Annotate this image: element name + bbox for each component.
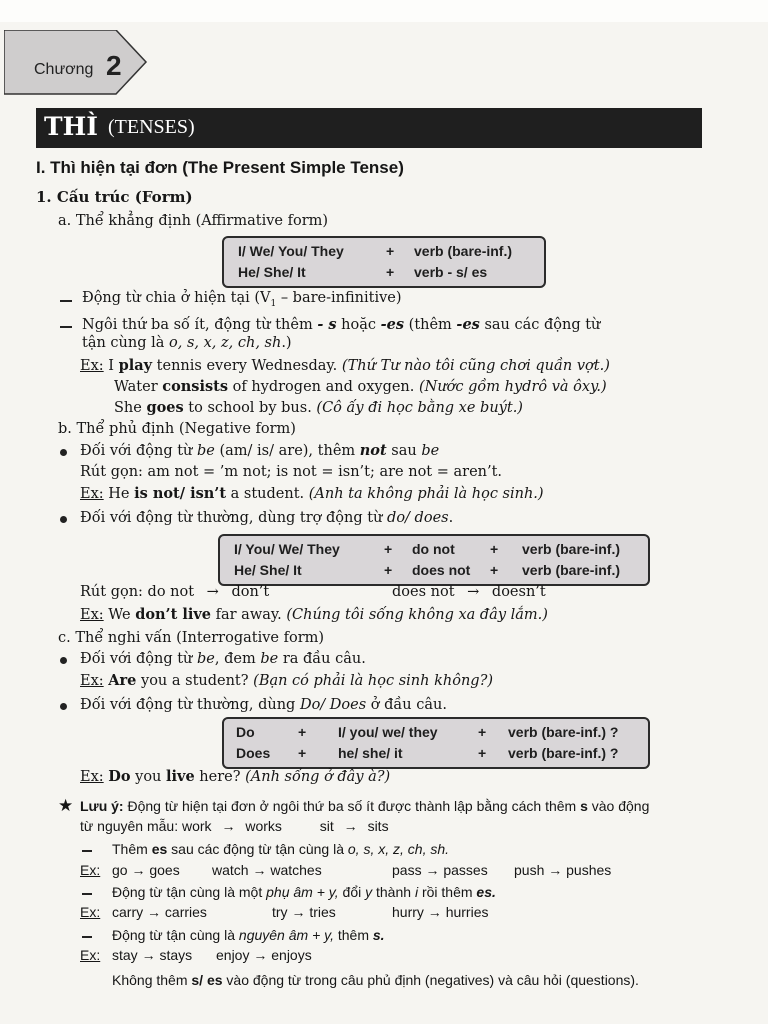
box-plus: + [490,541,499,557]
box-aux: Does [236,745,271,761]
section-heading: I. Thì hiện tại đơn (The Present Simple Tense) [36,158,404,177]
chapter-number: 2 [106,50,122,81]
structure-heading: 1. Cấu trúc (Form) [36,188,193,206]
negative-form-box [218,534,650,586]
interrogative-heading: c. Thể nghi vấn (Interrogative form) [58,630,325,646]
negative-short-form: Rút gọn: am not = ’m not; is not = isn’t; are not = aren’t. [80,464,503,480]
bullet-marker [60,657,67,664]
note-vowel-rule: Động từ tận cùng là nguyên âm + y, thêm s. [112,927,385,943]
note-line-1: Lưu ý: Động từ hiện tại đơn ở ngôi thứ ba số ít được thành lập bằng cách thêm s vào động [80,798,650,814]
box-plus: + [386,243,395,259]
interrogative-form-box [222,717,650,769]
example-line: Water consists of hydrogen and oxygen. (Nước gồm hydrô và ôxy.) [114,378,607,395]
example-line: Ex: I play tennis every Wednesday. (Thứ Tư nào tôi cũng chơi quần vợt.) [80,357,610,374]
box-plus: + [490,562,499,578]
note-es-rule: Thêm es sau các động từ tận cùng là o, s, x, z, ch, sh. [112,841,450,857]
example-line: Ex: Are you a student? (Bạn có phải là học sinh không?) [80,672,493,689]
box-plus: + [478,724,487,740]
note-pair: enjoy → enjoys [216,947,312,963]
note-last-line: Không thêm s/ es vào động từ trong câu phủ định (negatives) và câu hỏi (questions). [112,972,639,988]
box-verb: verb - s/ es [414,264,488,280]
bullet-marker [60,703,67,710]
note-pair: watch → watches [212,862,322,878]
chapter-title-bar [36,108,702,148]
affirmative-heading: a. Thể khẳng định (Affirmative form) [58,213,329,229]
bullet-marker [60,516,67,523]
box-verb: verb (bare-inf.) ? [508,745,619,761]
interrogative-ordinary-rule: Đối với động từ thường, dùng Do/ Does ở đầu câu. [80,697,447,713]
box-aux: Do [236,724,255,740]
example-line: She goes to school by bus. (Cô ấy đi học bằng xe buýt.) [114,399,523,416]
negative-short-dodoes: Rút gọn: do not → don’t [80,584,270,600]
dash-marker [82,850,92,852]
box-aux: does not [412,562,471,578]
dash-marker [82,893,92,895]
negative-be-rule: Đối với động từ be (am/ is/ are), thêm not sau be [80,442,440,459]
box-subject: I/ You/ We/ They [234,541,340,557]
note-line-2: từ nguyên mẫu: work → works sit → sits [80,818,389,834]
box-aux: do not [412,541,455,557]
box-subject: He/ She/ It [238,264,306,280]
box-subject: I/ We/ You/ They [238,243,344,259]
box-verb: verb (bare-inf.) ? [508,724,619,740]
note-y-rule: Động từ tận cùng là một phụ âm + y, đổi y thành i rồi thêm es. [112,884,496,900]
note-example-2: Ex: [80,904,101,920]
dash-marker [82,936,92,938]
box-verb: verb (bare-inf.) [522,541,621,557]
affirmative-point-1: Động từ chia ở hiện tại ($V_1$ – bare-infinitive) [82,290,402,309]
affirmative-point-2: Ngôi thứ ba số ít, động từ thêm - s hoặc -es (thêm -es sau các động từ [82,316,601,333]
affirmative-form-box [222,236,546,288]
box-verb: verb (bare-inf.) [522,562,621,578]
note-example-1: Ex: [80,862,101,878]
box-subject: I/ you/ we/ they [338,724,438,740]
note-pair: try → tries [272,904,336,920]
note-pair: pass → passes [392,862,488,878]
box-plus: + [298,724,307,740]
note-pair: hurry → hurries [392,904,489,920]
note-example-3: Ex: [80,947,101,963]
affirmative-point-2-cont: tận cùng là o, s, x, z, ch, sh.) [82,335,292,351]
note-pair: carry → carries [112,904,207,920]
box-plus: + [298,745,307,761]
negative-ordinary-rule: Đối với động từ thường, dùng trợ động từ do/ does. [80,510,454,526]
title-main: THÌ [44,112,98,141]
bullet-marker [60,449,67,456]
box-subject: He/ She/ It [234,562,302,578]
example-line: Ex: He is not/ isn’t a student. (Anh ta không phải là học sinh.) [80,485,544,502]
negative-short-does: does not → doesn’t [392,584,546,600]
box-subject: he/ she/ it [338,745,403,761]
box-verb: verb (bare-inf.) [414,243,513,259]
box-plus: + [478,745,487,761]
interrogative-be-rule: Đối với động từ be, đem be ra đầu câu. [80,651,366,667]
note-pair: stay → stays [112,947,193,963]
box-plus: + [384,562,393,578]
note-pair: go → goes [112,862,180,878]
dash-marker [60,300,72,302]
box-plus: + [384,541,393,557]
note-pair: push → pushes [514,862,612,878]
box-plus: + [386,264,395,280]
title-sub: (TENSES) [108,116,195,138]
negative-heading: b. Thể phủ định (Negative form) [58,421,296,437]
star-icon: ★ [58,796,74,816]
chapter-word: Chương [34,61,94,78]
example-line: Ex: We don’t live far away. (Chúng tôi sống không xa đây lắm.) [80,606,548,623]
dash-marker [60,326,72,328]
example-line: Ex: Do you live here? (Anh sống ở đây à?) [80,768,391,785]
